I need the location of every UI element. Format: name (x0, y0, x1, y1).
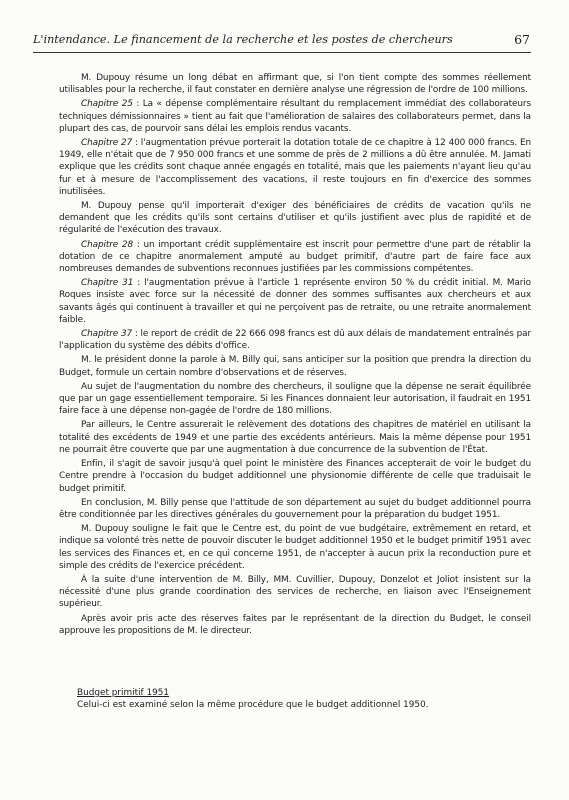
chapter-label: Chapitre 25 (81, 99, 133, 110)
paragraph: Enfin, il s'agit de savoir jusqu'à quel point le ministère des Finances accepterait de voir le budget du Centre prendre à l'occasion du budget additionnel une physionomie différente de celle que traduisait le budget primitif. (59, 459, 531, 494)
paragraph-chapitre-31: Chapitre 31 : l'augmentation prévue à l'article 1 représente environ 50 % du crédit initial. M. Mario Roques insiste avec force sur la nécessité de donner des sommes suffisantes aux chercheurs et aux savants âgés qui continuent à travailler et qui ne perçoivent pas de retraite, ou une retraite anormalement faible. (59, 278, 531, 325)
chapter-label: Chapitre 28 (81, 239, 134, 250)
header-rule (33, 52, 531, 53)
section-budget-primitif (77, 687, 531, 711)
paragraph: M. le président donne la parole à M. Billy qui, sans anticiper sur la position que prendra la direction du Budget, formule un certain nombre d'observations et de réserves. (59, 355, 531, 378)
paragraph-chapitre-25: Chapitre 25 : La « dépense complémentaire résultant du remplacement immédiat des collaborateurs techniques démissionnaires » tient au fait que l'amélioration de salaires des collaborateurs permet, dans la plupart des cas, de pourvoir sans délai les emplois rendus vacants. (59, 99, 531, 134)
paragraph: M. Dupouy souligne le fait que le Centre est, du point de vue budgétaire, extrêmement en retard, et indique sa volonté très nette de pouvoir discuter le budget additionnel 1950 et le budget primitif 1951 avec les services des Finances et, en ce qui concerne 1951, de n'accepter à aucun prix la reconduction pure et simple des crédits de l'exercice précédent. (59, 524, 531, 571)
running-head: L'intendance. Le financement de la recherche et les postes de chercheurs (33, 33, 453, 46)
chapter-label: Chapitre 27 (81, 138, 133, 149)
paragraph: M. Dupouy pense qu'il importerait d'exiger des bénéficiaires de crédits de vacation qu'ils ne demandent que les crédits qu'ils sont certains d'utiliser et qu'ils justifient avec plus de rapidité et de régularité de l'exécution des travaux. (59, 201, 531, 236)
paragraph: Par ailleurs, le Centre assurerait le relèvement des dotations des chapitres de matériel en utilisant la totalité des excédents de 1949 et une partie des excédents antérieurs. Mais la même dépense pour 1951 ne pourrait être couverte que par une augmentation à due concurrence de la subvention de l'État. (59, 420, 531, 455)
paragraph: Après avoir pris acte des réserves faites par le représentant de la direction du Budget, le conseil approuve les propositions de M. le directeur. (59, 613, 531, 636)
paragraph-chapitre-28: Chapitre 28 : un important crédit supplémentaire est inscrit pour permettre d'une part de rétablir la dotation de ce chapitre anormalement amputé au budget primitif, d'autre part de faire face aux nombreuses demandes de subventions reconnues justifiées par les commissions compétentes. (59, 239, 531, 275)
section-text: Celui-ci est examiné selon la même procédure que le budget additionnel 1950. (77, 700, 429, 711)
paragraph: M. Dupouy résume un long débat en affirmant que, si l'on tient compte des sommes réellement utilisables pour la recherche, il faut constater en dernière analyse une régression de l'ordre de 100 millions. (59, 73, 531, 96)
page-number: 67 (514, 32, 530, 47)
paragraph: En conclusion, M. Billy pense que l'attitude de son département au sujet du budget additionnel pourra être conditionnée par les directives générales du gouvernement pour la préparation du budget 1951. (59, 497, 531, 520)
paragraph-chapitre-27: Chapitre 27 : l'augmentation prévue porterait la dotation totale de ce chapitre à 12 400 000 francs. En 1949, elle n'était que de 7 950 000 francs et une somme de près de 2 millions a dû être annulée. M. Jamati explique que les crédits sont chaque année engagés en totalité, mais que les paiements n'ayant lieu qu'au fur et à mesure de l'accomplissement des vacations, il reste toujours en fin d'exercice des sommes inutilisées. (59, 138, 532, 197)
paragraph: À la suite d'une intervention de M. Billy, MM. Cuvillier, Dupouy, Donzelot et Joliot insistent sur la nécessité d'une plus grande coordination des services de recherche, en liaison avec l'Enseignement supérieur. (59, 574, 531, 610)
body-text (59, 72, 531, 639)
paragraph: Au sujet de l'augmentation du nombre des chercheurs, il souligne que la dépense ne serait équilibrée que par un gage essentiellement temporaire. Si les Finances donnaient leur autorisation, il faudrait en 1951 faire face à une dépense non-gagée de l'ordre de 180 millions. (59, 381, 531, 417)
paragraph-chapitre-37: Chapitre 37 : le report de crédit de 22 666 098 francs est dû aux délais de mandatement entraînés par l'application du système des débits d'office. (59, 329, 531, 352)
chapter-label: Chapitre 37 (81, 329, 133, 340)
chapter-label: Chapitre 31 (81, 278, 134, 289)
section-title: Budget primitif 1951 (77, 688, 170, 698)
